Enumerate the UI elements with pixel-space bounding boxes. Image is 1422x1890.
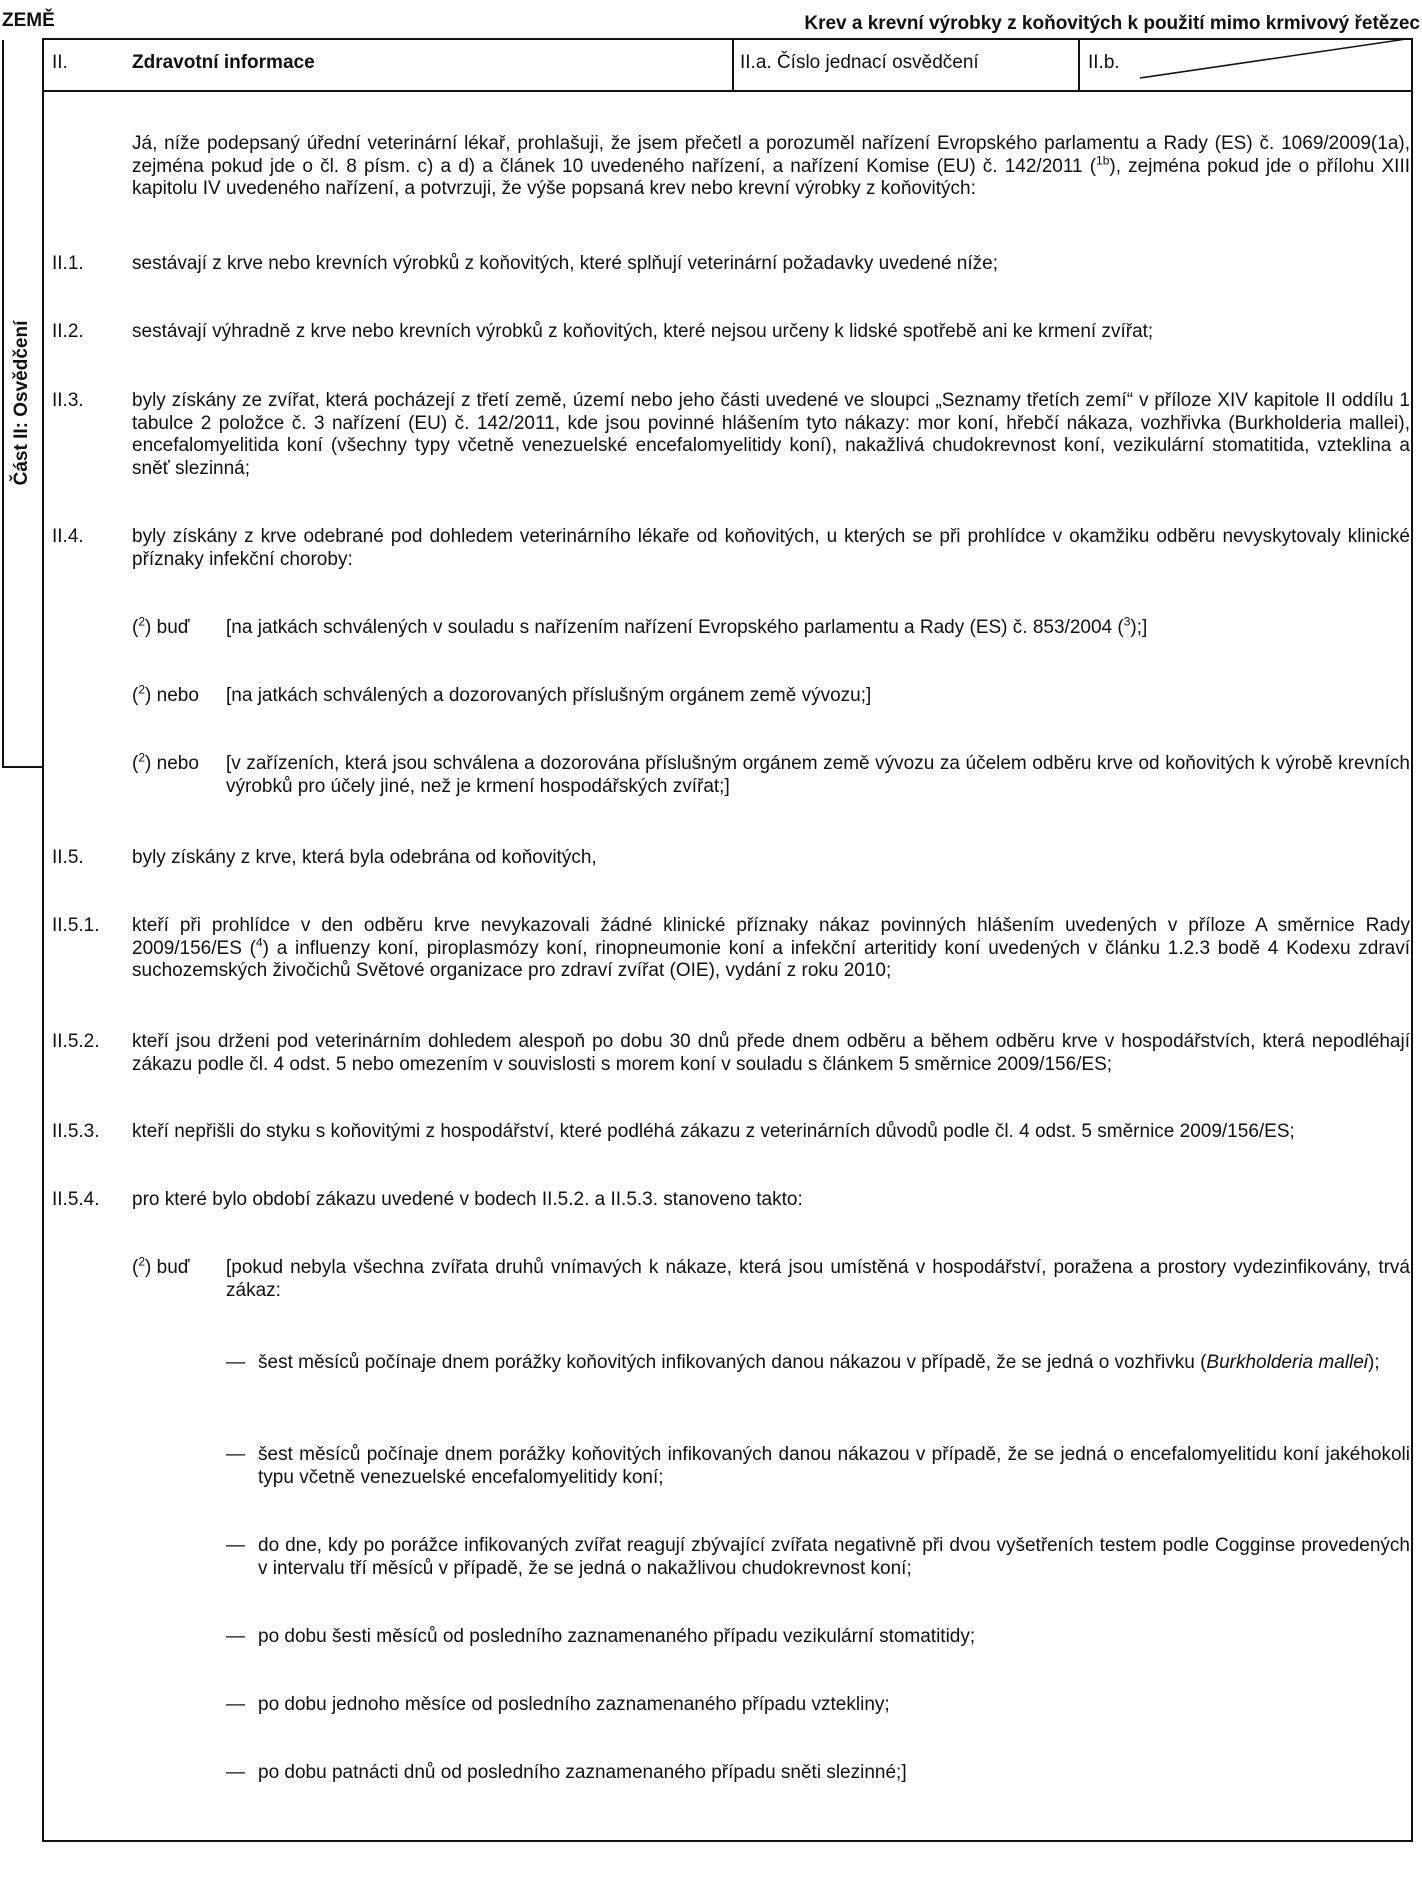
item-number: II.4.	[52, 526, 84, 547]
item-number: II.1.	[52, 253, 84, 274]
item-text: byly získány z krve, která byla odebrána od koňovitých,	[132, 847, 597, 868]
item-text: kteří jsou drženi pod veterinárním dohledem alespoň po dobu 30 dnů přede dnem odběru a během odběru krve v hospodářstvích, která nepodléhají zákazu podle čl. 4 odst. 5 nebo omezením v souvislosti s morem koní v souladu s článkem 5 směrnice 2009/156/ES;	[132, 1031, 1410, 1075]
option-text: [v zařízeních, která jsou schválena a dozorována příslušným orgánem země vývozu za účelem odběru krve od koňovitých k výrobě krevních výrobků pro účely jiné, než je krmení hospodářských zvířat;]	[226, 753, 1410, 797]
item-text: kteří při prohlídce v den odběru krve nevykazovali žádné klinické příznaky nákaz povinných hlášením uvedených v příloze A směrnice Rady 2009/156/ES ($^4$) a influenzy koní, piroplasmózy koní, rinopneumonie koní a infekční arteritidy koní uvedených v článku 1.2.3 bodě 4 Kodexu zdraví suchozemských živočichů Světové organizace pro zdraví zvířat (OIE), vydání z roku 2010;	[132, 915, 1411, 981]
item-text: byly získány ze zvířat, která pocházejí z třetí země, území nebo jeho části uvedené ve sloupci „Seznamy třetích zemí“ v příloze XIV kapitole II oddílu 1 tabulce 2 položce č. 3 nařízení (EU) č. 142/2011, kde jsou povinné hlášením tyto nákazy: mor koní, hřebčí nákaza, vozhřivka (Burkholderia mallei), encefalomyelitida koní (všechny typy včetně venezuelské encefalomyelitidy koní), nakažlivá chudokrevnost koní, vezikulární stomatitida, vzteklina a sněť slezinná;	[132, 390, 1410, 479]
dash-marker: —	[226, 1352, 245, 1373]
item-number: II.5.2.	[52, 1031, 100, 1052]
intro-paragraph: Já, níže podepsaný úřední veterinární lékař, prohlašuji, že jsem přečetl a porozuměl nařízení Evropského parlamentu a Rady (ES) č. 1069/2009(1a), zejména pokud jde o čl. 8 písm. c) a d) a článek 10 uvedeného nařízení, a nařízení Komise (EU) č. 142/2011 ($^{1b}$), zejména pokud jde o přílohu XIII kapitolu IV uvedeného nařízení, a potvrzuji, že výše popsaná krev nebo krevní výrobky z koňovitých:	[132, 133, 1410, 199]
item-number: II.5.3.	[52, 1121, 100, 1142]
dash-item-text: po dobu šesti měsíců od posledního zaznamenaného případu vezikulární stomatitidy;	[258, 1626, 976, 1647]
item-text: sestávají výhradně z krve nebo krevních výrobků z koňovitých, které nejsou určeny k lidské spotřebě ani ke krmení zvířat;	[132, 321, 1154, 342]
header-separator-1	[732, 38, 734, 90]
reference-number-label: II.a. Číslo jednací osvědčení	[740, 52, 979, 73]
option-text: [na jatkách schválených v souladu s nařízením nařízení Evropského parlamentu a Rady (ES) č. 853/2004 ($^3$);]	[226, 614, 1148, 638]
item-text: kteří nepřišli do styku s koňovitými z hospodářství, které podléhá zákazu z veterinárních důvodů podle čl. 4 odst. 5 směrnice 2009/156/ES;	[132, 1121, 1295, 1142]
dash-item-text: po dobu jednoho měsíce od posledního zaznamenaného případu vztekliny;	[258, 1694, 890, 1715]
header-divider	[42, 90, 1413, 92]
option-marker: ($^2$) nebo	[132, 750, 199, 774]
option-marker: ($^2$) nebo	[132, 682, 199, 706]
item-number: II.5.	[52, 847, 84, 868]
item-number: II.5.4.	[52, 1189, 100, 1210]
dash-item-text: do dne, kdy po porážce infikovaných zvířat reagují zbývající zvířata negativně při dvou vyšetřeních testem podle Cogginse provedených v intervalu tří měsíců v případě, že se jedná o nakažlivou chudokrevnost koní;	[258, 1535, 1410, 1579]
option-text: [pokud nebyla všechna zvířata druhů vnímavých k nákaze, která jsou umístěná v hospodářství, poražena a prostory vydezinfikovány, trvá zákaz:	[226, 1257, 1410, 1301]
item-number: II.3.	[52, 390, 84, 411]
item-number: II.2.	[52, 321, 84, 342]
dash-item-text: šest měsíců počínaje dnem porážky koňovitých infikovaných danou nákazou v případě, že se jedná o encefalomyelitidu koní jakéhokoli typu včetně venezuelské encefalomyelitidy koní;	[258, 1444, 1410, 1488]
dash-item-text: šest měsíců počínaje dnem porážky koňovitých infikovaných danou nákazou v případě, že se jedná o vozhřivku (Burkholderia mallei);	[258, 1352, 1380, 1373]
section-title: Zdravotní informace	[132, 52, 315, 73]
option-marker: ($^2$) buď	[132, 614, 190, 638]
item-text: pro které bylo období zákazu uvedené v bodech II.5.2. a II.5.3. stanoveno takto:	[132, 1189, 803, 1210]
header-diagonal-line	[1080, 38, 1413, 90]
item-number: II.5.1.	[52, 915, 100, 936]
dash-marker: —	[226, 1535, 245, 1556]
section-number: II.	[52, 52, 68, 73]
option-text: [na jatkách schválených a dozorovaných příslušným orgánem země vývozu;]	[226, 685, 872, 706]
reference-b-label: II.b.	[1088, 52, 1120, 73]
certificate-title: Krev a krevní výrobky z koňovitých k použití mimo krmivový řetězec	[804, 13, 1420, 34]
dash-marker: —	[226, 1626, 245, 1647]
dash-marker: —	[226, 1444, 245, 1465]
dash-marker: —	[226, 1694, 245, 1715]
item-text: byly získány z krve odebrané pod dohledem veterinárního lékaře od koňovitých, u kterých se při prohlídce v okamžiku odběru nevyskytovaly klinické příznaky infekční choroby:	[132, 526, 1410, 570]
option-marker: ($^2$) buď	[132, 1254, 190, 1278]
item-text: sestávají z krve nebo krevních výrobků z koňovitých, které splňují veterinární požadavky uvedené níže;	[132, 253, 999, 274]
dash-marker: —	[226, 1762, 245, 1783]
dash-item-text: po dobu patnácti dnů od posledního zaznamenaného případu sněti slezinné;]	[258, 1762, 907, 1783]
side-label: Část II: Osvědčení	[11, 320, 32, 486]
country-label: ZEMĚ	[2, 10, 55, 31]
